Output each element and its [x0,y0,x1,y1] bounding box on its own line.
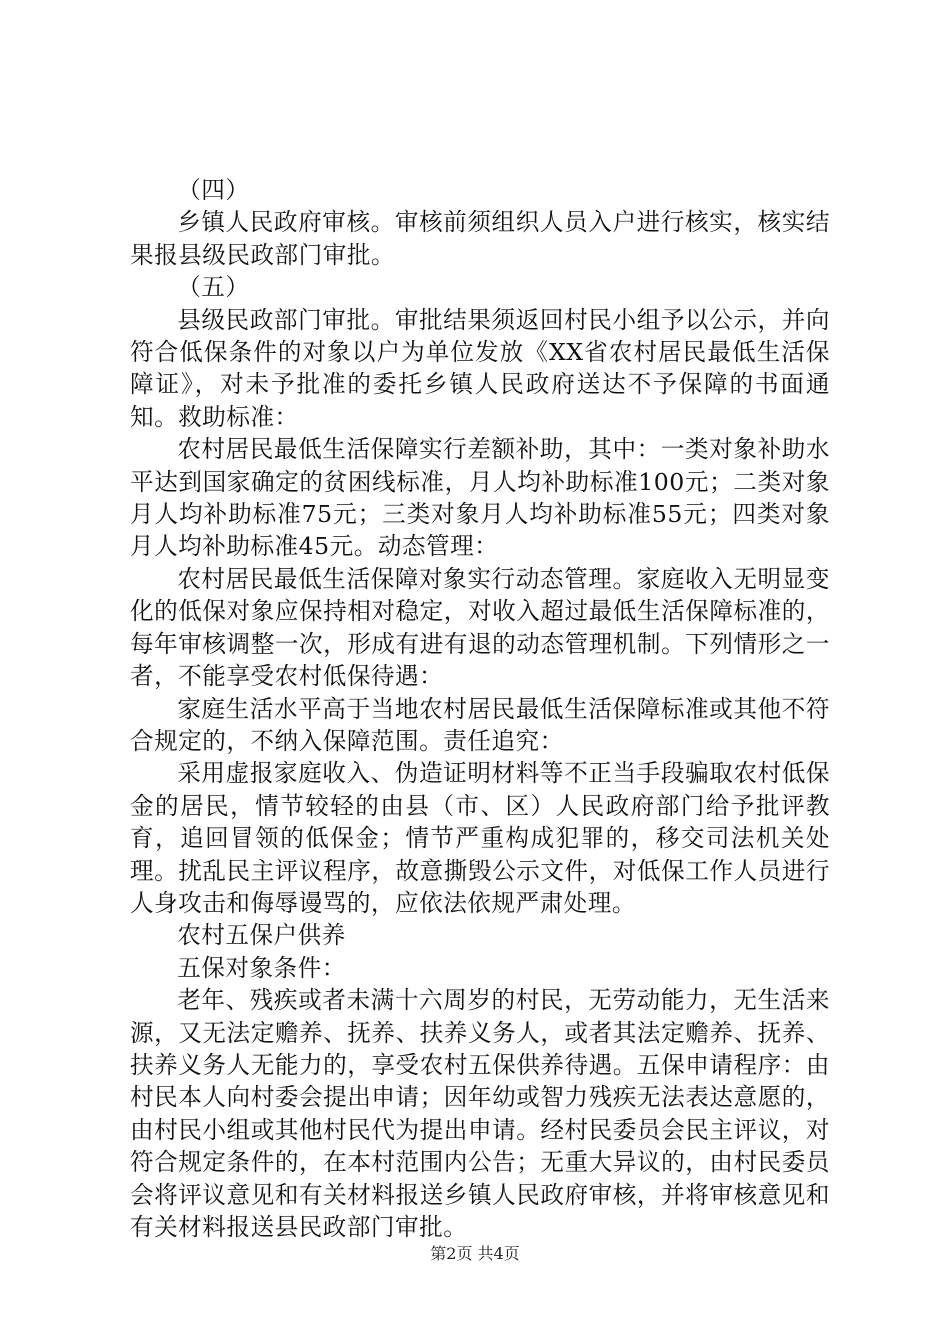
paragraph-township-review: 乡镇人民政府审核。审核前须组织人员入户进行核实，核实结果报县级民政部门审批。 [130,208,830,269]
paragraph-dynamic-management: 农村居民最低生活保障对象实行动态管理。家庭收入无明显变化的低保对象应保持相对稳定，对收入超过最低生活保障标准的，每年审核调整一次，形成有进有退的动态管理机制。下列情形之一者，不能享受农村低保待遇： [130,564,830,691]
page-number-footer: 第2页 共4页 [430,1244,520,1263]
paragraph-exclusion: 家庭生活水平高于当地农村居民最低生活保障标准或其他不符合规定的，不纳入保障范围。责任追究： [130,694,830,755]
paragraph-accountability: 采用虚报家庭收入、伪造证明材料等不正当手段骗取农村低保金的居民，情节较轻的由县（市、区）人民政府部门给予批评教育，追回冒领的低保金；情节严重构成犯罪的，移交司法机关处理。扰乱民主评议程序，故意撕毁公示文件，对低保工作人员进行人身攻击和侮辱谩骂的，应依法依规严肃处理。 [130,759,830,917]
document-body [130,174,830,1243]
paragraph-wubao-heading: 农村五保户供养 [177,921,346,950]
paragraph-section-4-heading: （四） [177,176,250,204]
paragraph-wubao-conditions-heading: 五保对象条件： [177,953,346,982]
paragraph-wubao-conditions: 老年、残疾或者未满十六周岁的村民，无劳动能力，无生活来源，又无法定赡养、抚养、扶养义务人，或者其法定赡养、抚养、扶养义务人无能力的，享受农村五保供养待遇。五保申请程序：由村民本人向村委会提出申请；因年幼或智力残疾无法表达意愿的，由村民小组或其他村民代为提出申请。经村民委员会民主评议，对符合规定条件的，在本村范围内公告；无重大异议的，由村民委员会将评议意见和有关材料报送乡镇人民政府审核，并将审核意见和有关材料报送县民政部门审批。 [130,986,830,1241]
paragraph-assistance-standard: 农村居民最低生活保障实行差额补助，其中：一类对象补助水平达到国家确定的贫困线标准，月人均补助标准100元；二类对象月人均补助标准75元；三类对象月人均补助标准55元；四类对象月人均补助标准45元。动态管理： [130,435,830,561]
paragraph-county-approval: 县级民政部门审批。审批结果须返回村民小组予以公示，并向符合低保条件的对象以户为单位发放《XX省农村居民最低生活保障证》，对未予批准的委托乡镇人民政府送达不予保障的书面通知。救助标准： [130,305,830,431]
paragraph-section-5-heading: （五） [177,273,250,302]
